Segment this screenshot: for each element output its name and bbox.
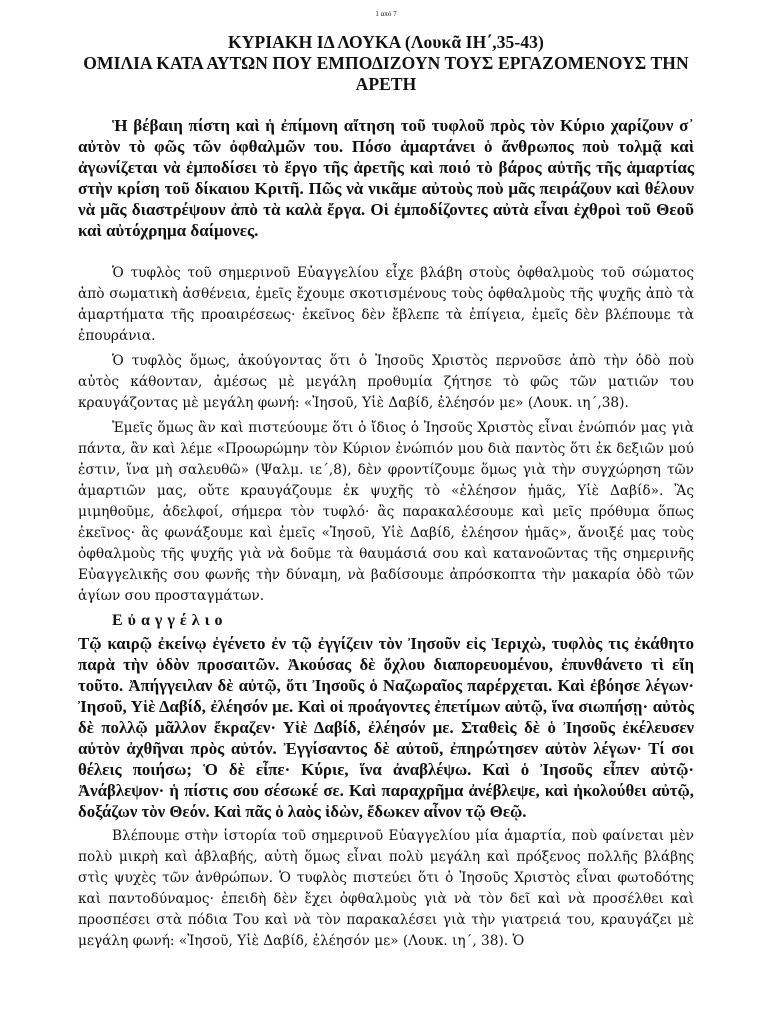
- document-title: [78, 32, 694, 95]
- page-number: 1 από 7: [375, 10, 397, 18]
- gospel-text: Τῷ καιρῷ ἐκείνῳ ἐγένετο ἐν τῷ ἐγγίζειν τὸν Ἰησοῦν εἰς Ἱεριχὼ, τυφλὸς τις ἐκάθητο παρὰ τὴν ὁδὸν προσαιτῶν. Ἀκούσας δὲ ὄχλου διαπορευομένου, ἐπυνθάνετο τὶ εἴη τοῦτο. Ἀπήγγειλαν δὲ αὐτῷ, ὅτι Ἰησοῦς ὁ Ναζωραῖος παρέρχεται. Καὶ ἐβόησε λέγων· Ἰησοῦ, Υἱὲ Δαβίδ, ἐλέησόν με. Καὶ οἱ προάγοντες ἐπετίμων αὐτῷ, ἵνα σιωπήσῃ· αὐτὸς δὲ πολλῷ μᾶλλον ἔκραζεν· Υἱὲ Δαβίδ, ἐλέησόν με. Σταθεὶς δὲ ὁ Ἰησοῦς ἐκέλευσεν αὐτὸν ἀχθῆναι πρὸς αὐτόν. Ἐγγίσαντος δὲ αὐτοῦ, ἐπηρώτησεν αὐτὸν λέγων· Τί σοι θέλεις ποιήσω; Ὁ δὲ εἶπε· Κύριε, ἵνα ἀναβλέψω. Καὶ ὁ Ἰησοῦς εἶπεν αὐτῷ· Ἀνάβλεψον· ἡ πίστις σου σέσωκέ σε. Καὶ παραχρῆμα ἀνέβλεψε, καὶ ἠκολούθει αὐτῷ, δοξάζων τὸν Θεόν. Καὶ πᾶς ὁ λαὸς ἰδὼν, ἔδωκεν αἶνον τῷ Θεῷ.: [78, 634, 694, 821]
- document-page: [78, 10, 694, 956]
- body-paragraph-3: Ἐμεῖς ὅμως ἂν καὶ πιστεύουμε ὅτι ὁ ἴδιος ὁ Ἰησοῦς Χριστὸς εἶναι ἐνώπιόν μας γιὰ πάντα, ἂν καὶ λέμε «Προωρώμην τὸν Κύριον ἐνώπιόν μου διὰ παντὸς ὅτι ἐκ δεξιῶν μού ἐστιν, ἵνα μὴ σαλευθῶ» (Ψαλμ. ιε΄,8), δὲν φροντίζουμε ὅμως γιὰ τὴν συγχώρηση τῶν ἁμαρτιῶν μας, οὔτε κραυγάζουμε ἐκ ψυχῆς τὸ «ἐλέησον ἡμᾶς, Υἱὲ Δαβίδ». Ἂς μιμηθοῦμε, ἀδελφοί, σήμερα τὸν τυφλό· ἂς παρακαλέσουμε καὶ μεῖς πρόθυμα ὅπως ἐκεῖνος· ἂς φωνάξουμε καὶ ἐμεῖς «Ἰησοῦ, Υἱὲ Δαβίδ, ἐλέησον ἡμᾶς», ἄνοιξέ μας τοὺς ὀφθαλμοὺς τῆς ψυχῆς γιὰ νὰ δοῦμε τὰ θαυμάσιά σου καὶ κατανοῶντας τῆς σημερινῆς Εὐαγγελικῆς σου φωνῆς τὴν δύναμη, νὰ βαδίσουμε ἀπρόσκοπτα τὴν μακαρία ὁδὸ τῶν ἁγίων σου προσταγμάτων.: [78, 420, 694, 604]
- title-line-2: ΟΜΙΛΙΑ ΚΑΤΑ ΑΥΤΩΝ ΠΟΥ ΕΜΠΟΔΙΖΟΥΝ ΤΟΥΣ ΕΡΓΑΖΟΜΕΝΟΥΣ ΤΗΝ: [83, 53, 689, 73]
- title-line-3: ΑΡΕΤΗ: [355, 74, 417, 94]
- summary-paragraph: Ἡ βέβαιη πίστη καὶ ἡ ἐπίμονη αἴτηση τοῦ τυφλοῦ πρὸς τὸν Κύριο χαρίζουν σ᾽ αὐτὸν τὸ φῶς τῶν ὀφθαλμῶν του. Πόσο ἁμαρτάνει ὁ ἄνθρωπος ποὺ τολμᾷ καὶ ἀγωνίζεται νὰ ἐμποδίσει τὸ ἔργο τῆς ἀρετῆς καὶ ποιό τὸ βάρος αὐτῆς τῆς ἁμαρτίας στὴν κρίση τοῦ δίκαιου Κριτῆ. Πῶς νὰ νικᾶμε αὐτοὺς ποὺ μᾶς πειράζουν καὶ θέλουν νὰ μᾶς διαστρέψουν ἀπὸ τὰ καλὰ ἔργα. Οἱ ἐμποδίζοντες αὐτὰ εἶναι ἐχθροὶ τοῦ Θεοῦ καὶ αὐτόχρημα δαίμονες.: [78, 116, 694, 240]
- gospel-heading: Εὐαγγέλιο: [112, 612, 228, 629]
- body-paragraph-1: Ὁ τυφλὸς τοῦ σημερινοῦ Εὐαγγελίου εἶχε βλάβη στοὺς ὀφθαλμοὺς τοῦ σώματος ἀπὸ σωματικὴ ἀσθένεια, ἐμεῖς ἔχουμε σκοτισμένους τοὺς ὀφθαλμοὺς τῆς ψυχῆς ἀπὸ τὰ ἁμαρτήματα τῆς προαιρέσεως· ἐκεῖνος δὲν ἔβλεπε τὰ ἐπίγεια, ἐμεῖς δὲν βλέπουμε τὰ ἐπουράνια.: [78, 265, 694, 344]
- closing-paragraph: Βλέπουμε στὴν ἱστορία τοῦ σημερινοῦ Εὐαγγελίου μία ἁμαρτία, ποὺ φαίνεται μὲν πολὺ μικρὴ καὶ ἀβλαβής, αὐτὴ ὅμως εἶναι πολὺ μεγάλη καὶ πρόξενος πολλῆς βλάβης στὶς ψυχὲς τῶν ἀνθρώπων. Ὁ τυφλὸς πιστεύει ὅτι ὁ Ἰησοῦς Χριστὸς εἶναι φωτοδότης καὶ παντοδύναμος· ἐπειδὴ δὲν ἔχει ὀφθαλμοὺς γιὰ νὰ τὸν δεῖ καὶ νὰ προσέλθει καὶ προσπέσει στὰ πόδια Του καὶ νὰ τὸν παρακαλέσει γιὰ τὴν γιατρειά του, κραυγάζει μὲ μεγάλη φωνή: «Ἰησοῦ, Υἱὲ Δαβίδ, ἐλέησόν με» (Λουκ. ιη΄, 38). Ὁ: [78, 828, 694, 949]
- title-line-1: ΚΥΡΙΑΚΗ ΙΔ ΛΟΥΚΑ (Λουκᾶ ΙΗ΄,35-43): [228, 32, 544, 52]
- body-paragraph-2: Ὁ τυφλὸς ὅμως, ἀκούγοντας ὅτι ὁ Ἰησοῦς Χριστὸς περνοῦσε ἀπὸ τὴν ὁδὸ ποὺ αὐτὸς κάθονταν, ἀμέσως μὲ μεγάλη προθυμία ζήτησε τὸ φῶς τῶν ματιῶν του κραυγάζοντας μὲ μεγάλη φωνή: «Ἰησοῦ, Υἱὲ Δαβίδ, ἐλέησόν με» (Λουκ. ιη΄,38).: [78, 353, 694, 411]
